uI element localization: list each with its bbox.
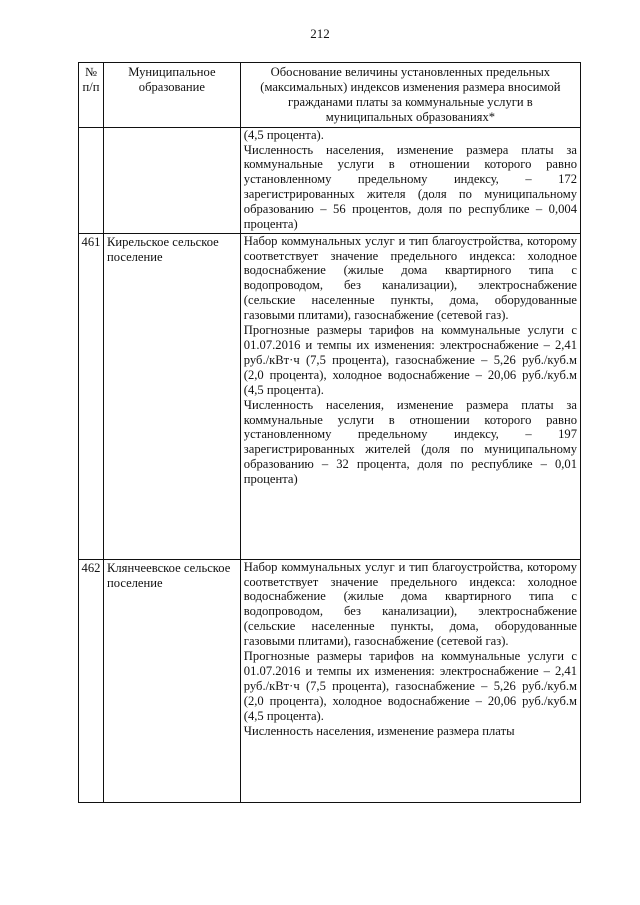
table-row bbox=[79, 559, 581, 802]
row-paragraph: Численность населения, изменение размера платы за коммунальные услуги в отношении которого равно установленному предельному индексу, – 197 зарегистрированных жителей (доля по муниципальному образованию – 32 процента, доля по республике – 0,01 процента) bbox=[243, 397, 577, 487]
header-municipality: Муниципальное образование bbox=[103, 63, 240, 128]
row-paragraph: Прогнозные размеры тарифов на коммунальные услуги с 01.07.2016 и темпы их изменения: электроснабжение – 2,41 руб./кВт·ч (7,5 процента), газоснабжение – 5,26 руб./куб.м (2,0 процента), холодное водоснабжение – 20,06 руб./куб.м (4,5 процента). bbox=[243, 649, 577, 723]
header-number: № п/п bbox=[79, 63, 104, 128]
row-justification bbox=[240, 127, 580, 233]
row-number bbox=[79, 127, 104, 233]
row-paragraph: Численность населения, изменение размера платы за коммунальные услуги в отношении которого равно установленному предельному индексу, – 172 зарегистрированных жителя (доля по муниципальному образованию – 56 процентов, доля по республике – 0,004 процента) bbox=[243, 142, 577, 232]
row-number: 461 bbox=[79, 233, 104, 559]
row-paragraph: Набор коммунальных услуг и тип благоустройства, которому соответствует значение предельного индекса: холодное водоснабжение (жилые дома квартирного типа с водопроводом, без канализации), электроснабжение (сельские населенные пункты, дома, оборудованные газовыми плитами), газоснабжение (сетевой газ). bbox=[243, 233, 577, 323]
municipal-index-table bbox=[78, 62, 581, 803]
row-justification bbox=[240, 559, 580, 802]
row-paragraph: Численность населения, изменение размера платы bbox=[243, 723, 515, 738]
row-paragraph: Набор коммунальных услуг и тип благоустройства, которому соответствует значение предельного индекса: холодное водоснабжение (жилые дома квартирного типа с водопроводом, без канализации), электроснабжение (сельские населенные пункты, дома, оборудованные газовыми плитами), газоснабжение (сетевой газ). bbox=[243, 559, 577, 649]
row-municipality: Кирельское сельское поселение bbox=[103, 233, 240, 559]
table-header-row bbox=[79, 63, 581, 128]
header-justification: Обоснование величины установленных предельных (максимальных) индексов изменения размера вносимой гражданами платы за коммунальные услуги в муниципальных образованиях* bbox=[240, 63, 580, 128]
row-municipality: Клянчеевское сельское поселение bbox=[103, 559, 240, 802]
row-number: 462 bbox=[79, 559, 104, 802]
row-justification bbox=[240, 233, 580, 559]
row-paragraph: (4,5 процента). bbox=[243, 127, 324, 142]
row-municipality bbox=[103, 127, 240, 233]
table-row bbox=[79, 233, 581, 559]
row-paragraph: Прогнозные размеры тарифов на коммунальные услуги с 01.07.2016 и темпы их изменения: электроснабжение – 2,41 руб./кВт·ч (7,5 процента), газоснабжение – 5,26 руб./куб.м (2,0 процента), холодное водоснабжение – 20,06 руб./куб.м (4,5 процента). bbox=[243, 323, 577, 397]
table-row bbox=[79, 127, 581, 233]
page-number: 212 bbox=[310, 26, 330, 41]
